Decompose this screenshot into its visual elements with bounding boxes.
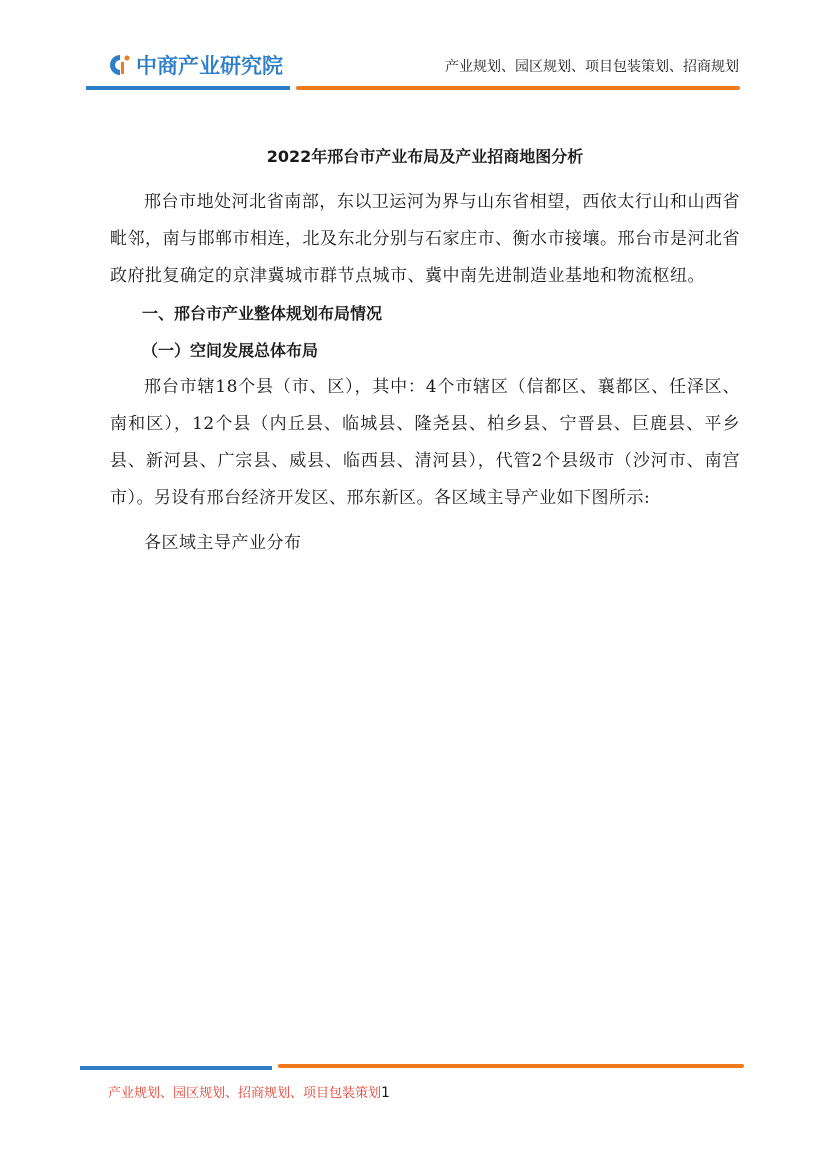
footer-rule-blue [80, 1066, 272, 1070]
figure-caption: 各区域主导产业分布 [144, 533, 302, 553]
page-footer [108, 1082, 390, 1101]
header-rule-blue [86, 86, 290, 90]
logo-text: 中商产业研究院 [136, 54, 283, 78]
footer-rule-orange [278, 1064, 744, 1068]
header-tagline: 产业规划、园区规划、项目包装策划、招商规划 [445, 59, 739, 75]
logo-icon [108, 53, 132, 77]
footer-tagline: 产业规划、园区规划、招商规划、项目包装策划 [108, 1086, 382, 1101]
page-number: 1 [381, 1085, 390, 1101]
body-paragraph: 邢台市辖18个县（市、区），其中：4个市辖区（信都区、襄都区、任泽区、南和区），12个县（内丘县、临城县、隆尧县、柏乡县、宁晋县、巨鹿县、平乡县、新河县、广宗县、威县、临西县、清河县），代管2个县级市（沙河市、南宫市）。另设有邢台经济开发区、邢东新区。各区域主导产业如下图所示: [110, 377, 740, 508]
subsection-heading: （一）空间发展总体布局 [142, 341, 319, 360]
document-title: 2022年邢台市产业布局及产业招商地图分析 [266, 147, 584, 166]
section-heading: 一、邢台市产业整体规划布局情况 [142, 304, 383, 323]
document-body [110, 140, 740, 562]
header-rule-orange [296, 86, 740, 90]
company-logo [108, 50, 283, 80]
intro-paragraph: 邢台市地处河北省南部，东以卫运河为界与山东省相望，西依太行山和山西省毗邻，南与邯郸市相连，北及东北分别与石家庄市、衡水市接壤。邢台市是河北省政府批复确定的京津冀城市群节点城市、冀中南先进制造业基地和物流枢纽。 [110, 192, 740, 286]
page-header [0, 0, 827, 100]
